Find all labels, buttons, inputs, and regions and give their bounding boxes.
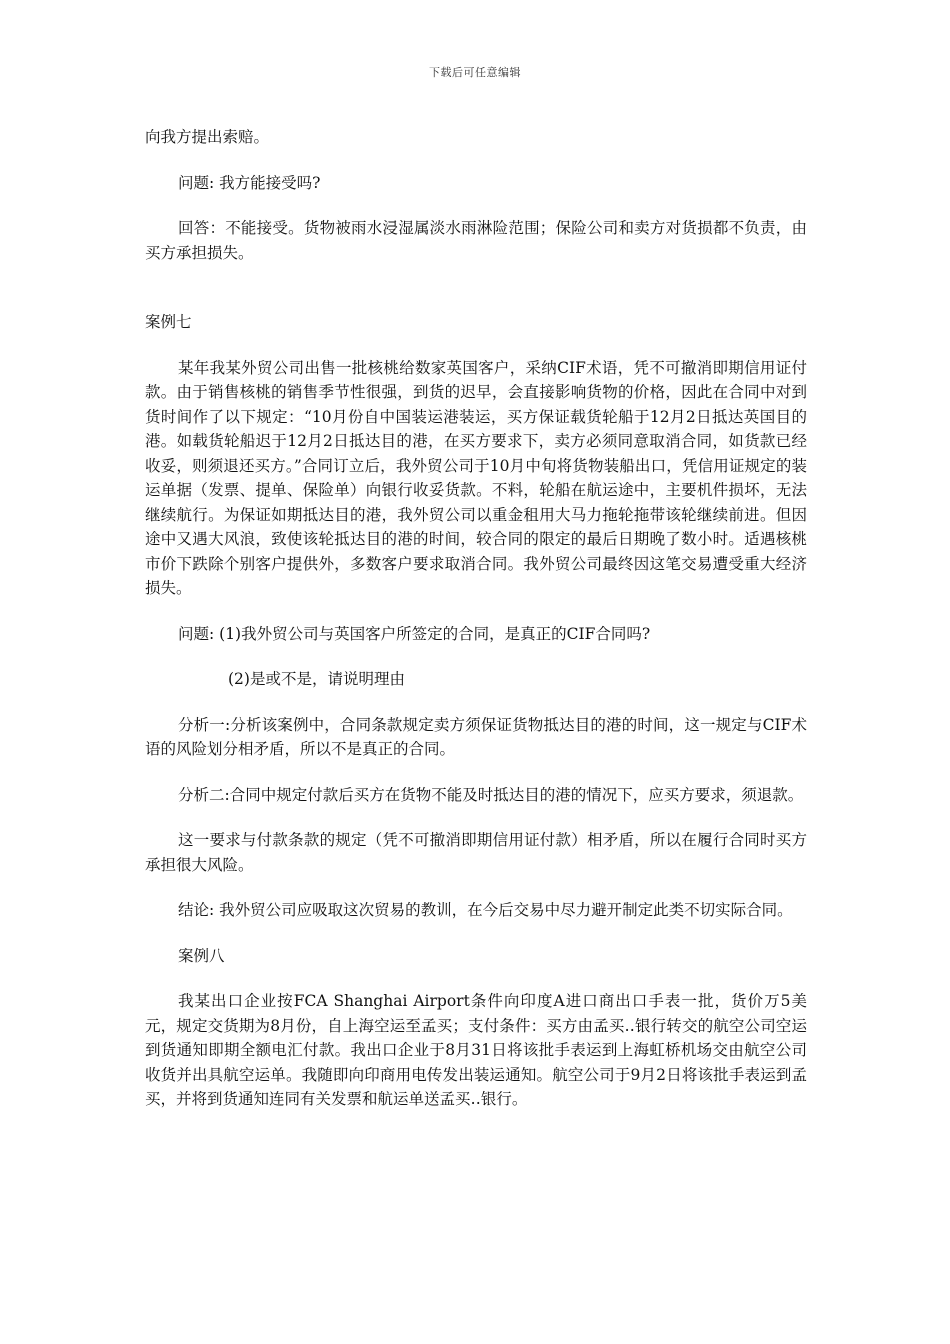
- case-seven-question-1: 问题: (1)我外贸公司与英国客户所签定的合同，是真正的CIF合同吗?: [178, 624, 651, 643]
- page-header: 下载后可任意编辑: [429, 66, 521, 79]
- case-seven-body: 某年我某外贸公司出售一批核桃给数家英国客户，采纳CIF术语，凭不可撤消即期信用证付款。由于销售核桃的销售季节性很强，到货的迟早，会直接影响货物的价格，因此在合同中对到货时间作了以下规定：“10月份自中国装运港装运，买方保证载货轮船于12月2日抵达英国目的港。如载货轮船迟于12月2日抵达目的港，在买方要求下，卖方必须同意取消合同，如货款已经收妥，则须退还买方。”合同订立后，我外贸公司于10月中旬将货物装船出口，凭信用证规定的装运单据（发票、提单、保险单）向银行收妥货款。不料，轮船在航运途中，主要机件损坏，无法继续航行。为保证如期抵达目的港，我外贸公司以重金租用大马力拖轮拖带该轮继续前进。但因途中又遇大风浪，致使该轮抵达目的港的时间，较合同的限定的最后日期晚了数小时。适遇核桃市价下跌除个别客户提供外，多数客户要求取消合同。我外贸公司最终因这笔交易遭受重大经济损失。: [145, 358, 807, 597]
- analysis-two: 分析二:合同中规定付款后买方在货物不能及时抵达目的港的情况下，应买方要求，须退款。: [178, 785, 804, 804]
- paragraph-claim: 向我方提出索赔。: [145, 128, 270, 146]
- question-accept: 问题: 我方能接受吗?: [178, 173, 321, 192]
- case-seven-question-2: (2)是或不是，请说明理由: [228, 670, 405, 688]
- conclusion: 结论: 我外贸公司应吸取这次贸易的教训，在今后交易中尽力避开制定此类不切实际合同。: [178, 901, 793, 919]
- case-seven-title: 案例七: [145, 313, 192, 331]
- analysis-one: 分析一:分析该案例中，合同条款规定卖方须保证货物抵达目的港的时间，这一规定与CIF术语的风险划分相矛盾，所以不是真正的合同。: [145, 715, 807, 758]
- answer-accept: 回答：不能接受。货物被雨水浸湿属淡水雨淋险范围；保险公司和卖方对货损都不负责，由买方承担损失。: [145, 219, 807, 262]
- analysis-two-continued: 这一要求与付款条款的规定（凭不可撤消即期信用证付款）相矛盾，所以在履行合同时买方承担很大风险。: [145, 831, 807, 874]
- document-body: [145, 125, 807, 1112]
- case-eight-title: 案例八: [178, 946, 225, 965]
- case-eight-body: 我某出口企业按FCA Shanghai Airport条件向印度A进口商出口手表一批，货价万5美元，规定交货期为8月份，自上海空运至孟买；支付条件：买方由孟买‥银行转交的航空公司空运到货通知即期全额电汇付款。我出口企业于8月31日将该批手表运到上海虹桥机场交由航空公司收货并出具航空运单。我随即向印商用电传发出装运通知。航空公司于9月2日将该批手表运到孟买，并将到货通知连同有关发票和航运单送孟买‥银行。: [145, 992, 807, 1108]
